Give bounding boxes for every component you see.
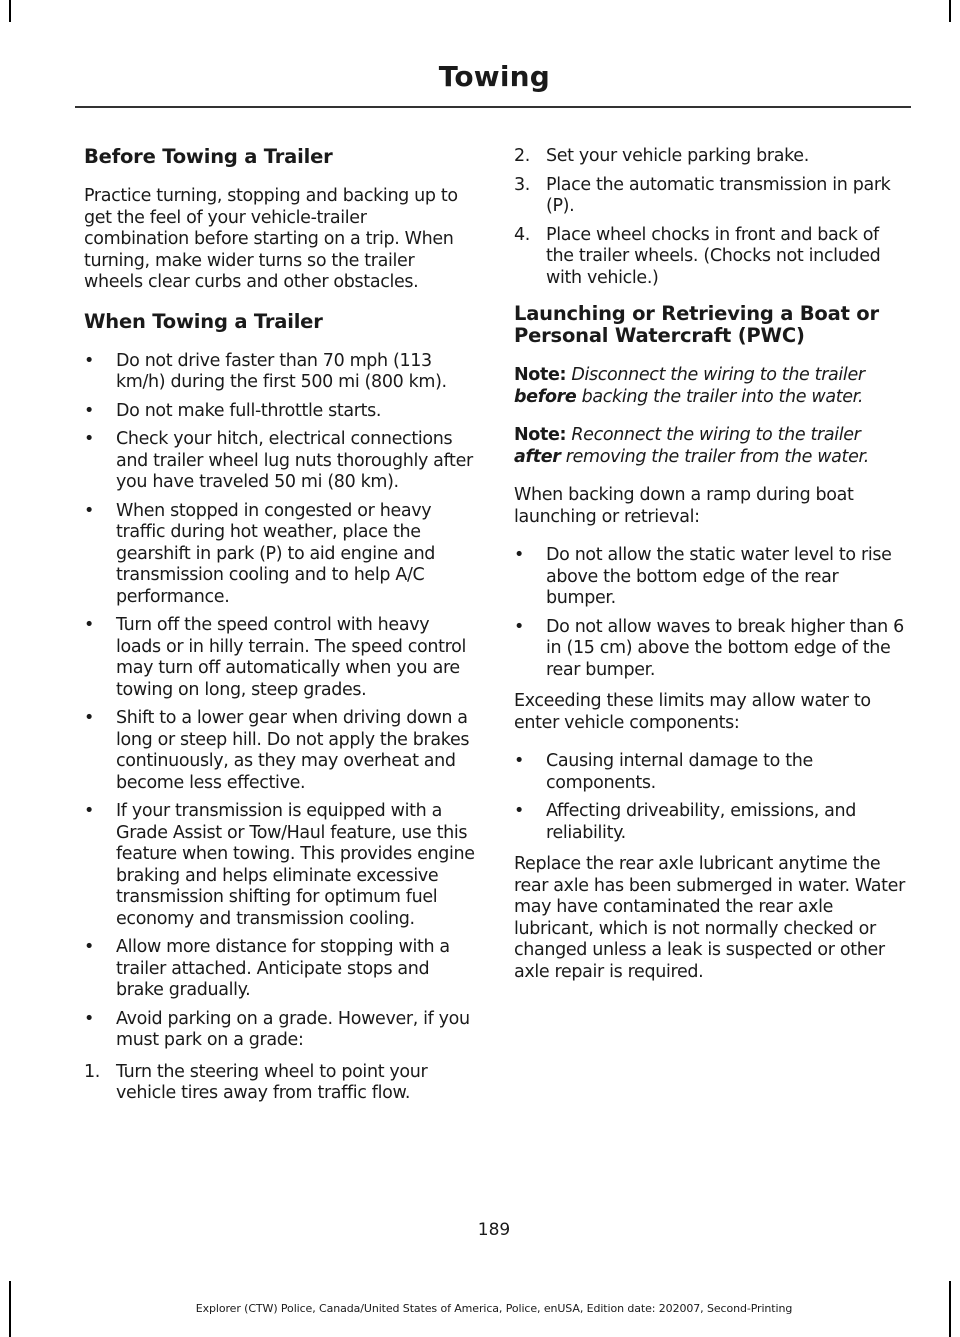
note-text: backing the trailer into the water. [576,386,864,407]
list-item [514,617,910,682]
list-item-text: If your transmission is equipped with a Grade Assist or Tow/Haul feature, use this feature when towing. This provides engine braking and helps eliminate excessive transmission shifting for optimum fuel economy and transmission cooling. [116,801,475,929]
list-item [514,751,910,794]
list-item [84,501,476,609]
parking-steps-list-left [84,1062,476,1105]
list-item-text: Check your hitch, electrical connections and trailer wheel lug nuts thoroughly after you have traveled 50 mi (80 km). [116,429,473,492]
bullet-marker: • [84,350,94,371]
list-item [84,801,476,930]
list-item [514,175,910,218]
note-reconnect-wiring [514,425,910,468]
note-text: Reconnect the wiring to the trailer [566,425,861,445]
bullet-marker: • [514,801,524,821]
bullet-marker: • [84,937,94,957]
list-item [514,146,910,168]
bullet-marker: • [514,545,524,565]
damage-bullet-list [514,751,910,844]
note-text: removing the trailer from the water. [560,446,869,467]
crop-mark-top-right [949,0,951,22]
list-item-text: Affecting driveability, emissions, and reliability. [546,801,857,843]
bullet-marker: • [84,500,94,521]
header-divider [75,106,911,108]
list-item-text: Avoid parking on a grade. However, if you must park on a grade: [116,1008,470,1050]
list-item-text: Shift to a lower gear when driving down a long or steep hill. Do not apply the brakes continuously, as they may overheat and become less effective. [116,708,470,793]
list-item-text: Allow more distance for stopping with a trailer attached. Anticipate stops and brake gradually. [116,937,450,1000]
list-item-text: Do not drive faster than 70 mph (113 km/h) during the first 500 mi (800 km). [116,350,447,392]
crop-mark-top-left [9,0,11,22]
before-towing-paragraph: Practice turning, stopping and backing up to get the feel of your vehicle-trailer combination before starting on a trip. When turning, make wider turns so the trailer wheels clear curbs and other obstacles. [84,186,458,292]
footer-edition-info: Explorer (CTW) Police, Canada/United States of America, Police, enUSA, Edition date: 202007, Second-Printing [195,1302,793,1315]
list-item-text: Causing internal damage to the components. [546,751,813,793]
exceeding-limits-paragraph: Exceeding these limits may allow water to enter vehicle components: [514,691,871,733]
list-item-text: Place the automatic transmission in park (P). [546,174,891,216]
page-number: 189 [477,1220,511,1240]
right-column [514,146,910,1000]
bullet-marker: • [514,751,524,771]
section-heading-before-towing: Before Towing a Trailer [84,145,333,168]
list-item [84,615,476,701]
list-item-text: Do not allow waves to break higher than 6 in (15 cm) above the bottom edge of the rear bumper. [546,616,904,680]
water-level-bullet-list [514,545,910,681]
list-item [84,401,476,423]
bullet-marker: • [84,615,94,635]
bullet-marker: • [84,708,94,728]
bullet-marker: • [84,1008,94,1029]
list-item-text: Set your vehicle parking brake. [546,146,809,166]
note-label: Note: [514,365,567,385]
note-emphasis: before [514,386,577,407]
note-label: Note: [514,425,567,445]
list-item-text: Do not allow the static water level to rise above the bottom edge of the rear bumper. [546,545,892,608]
list-item [514,801,910,844]
note-emphasis: after [514,446,561,467]
list-item [84,937,476,1002]
list-item-text: Do not make full-throttle starts. [116,400,382,421]
note-disconnect-wiring [514,365,910,408]
list-item [84,429,476,494]
step-number: 4. [514,224,530,245]
list-item [514,545,910,610]
step-number: 3. [514,174,530,195]
bullet-marker: • [514,616,524,637]
list-item-text: Place wheel chocks in front and back of the trailer wheels. (Chocks not included with vehicle.) [546,224,881,288]
list-item [84,708,476,794]
axle-lubricant-paragraph: Replace the rear axle lubricant anytime the rear axle has been submerged in water. Water may have contaminated the rear axle lubricant, which is not normally checked or changed unless a leak is suspected or other axle repair is required. [514,854,905,982]
note-text: Disconnect the wiring to the trailer [566,365,865,385]
section-heading-when-towing: When Towing a Trailer [84,309,323,333]
list-item-text: Turn off the speed control with heavy loads or in hilly terrain. The speed control may turn off automatically when you are towing on long, steep grades. [116,615,466,700]
when-towing-bullet-list [84,351,476,1052]
list-item [514,225,910,290]
list-item-text: When stopped in congested or heavy traffic during hot weather, place the gearshift in park (P) to aid engine and transmission cooling and to help A/C performance. [116,500,436,607]
step-number: 1. [84,1061,100,1082]
left-column [84,146,476,1115]
list-item [84,351,476,394]
list-item [84,1062,476,1105]
list-item-text: Turn the steering wheel to point your vehicle tires away from traffic flow. [116,1061,428,1103]
bullet-marker: • [84,400,94,421]
ramp-intro-paragraph: When backing down a ramp during boat launching or retrieval: [514,485,854,527]
bullet-marker: • [84,801,94,821]
page-header-title: Towing [438,60,550,93]
step-number: 2. [514,146,530,166]
bullet-marker: • [84,429,94,449]
parking-steps-list-right [514,146,910,289]
section-heading-launching-boat: Launching or Retrieving a Boat or Personal Watercraft (PWC) [514,302,879,347]
list-item [84,1009,476,1052]
